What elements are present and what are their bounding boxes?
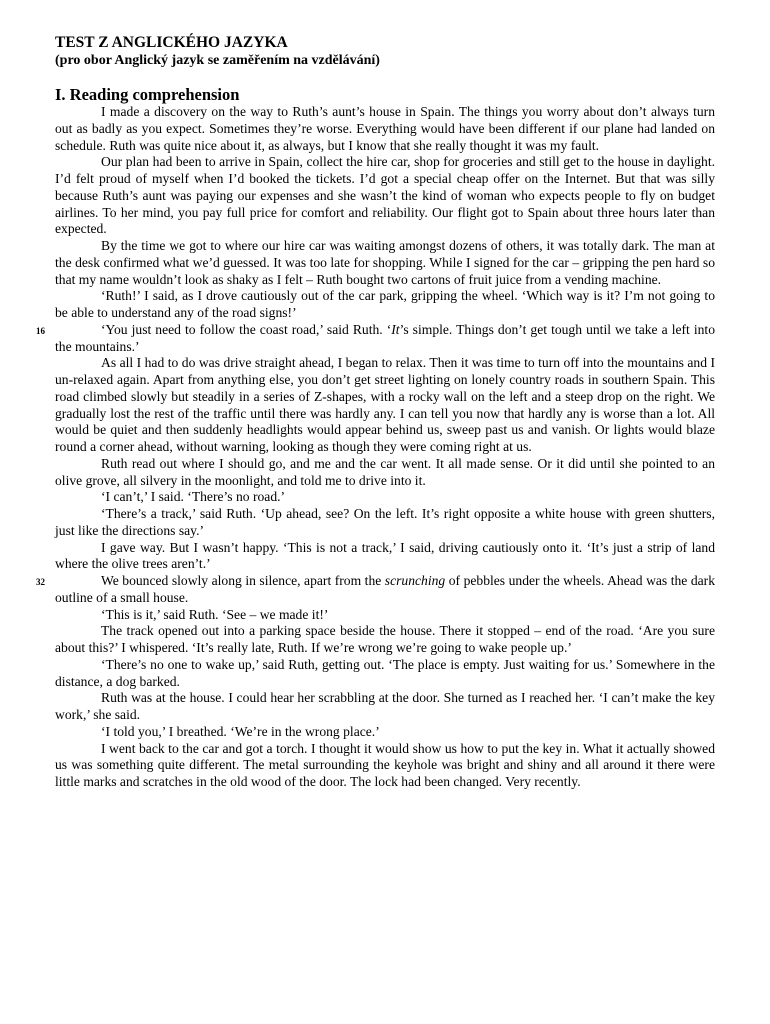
paragraph: I made a discovery on the way to Ruth’s aunt’s house in Spain. The things you worry about don’t always turn out as badly as you expect. Sometimes they’re worse. Everything would have been different if our plane had landed on schedule. Ruth was quite nice about it, as always, but I know that she really thought it was my fault. bbox=[55, 104, 715, 153]
test-title: TEST Z ANGLICKÉHO JAZYKA bbox=[55, 34, 288, 51]
section-heading: I. Reading comprehension bbox=[55, 85, 240, 104]
paragraph: By the time we got to where our hire car was waiting amongst dozens of others, it was totally dark. The man at the desk confirmed what we’d guessed. It was too late for shopping. While I signed for the car – gripping the pen hard so that my name wouldn’t look as shaky as I felt – Ruth bought two cartons of fruit juice from a vending machine. bbox=[55, 238, 715, 287]
paragraph: ‘I told you,’ I breathed. ‘We’re in the wrong place.’ bbox=[101, 723, 380, 739]
paragraph: As all I had to do was drive straight ahead, I began to relax. Then it was time to turn off into the mountains and I un-relaxed again. Apart from anything else, you don’t get street lighting on lonely country roads in southern Spain. This road climbed slowly but steadily in a series of Z-shapes, with a rocky wall on the left and a steep drop on the right. We gradually lost the rest of the traffic until there was hardly any. I can tell you now that hardly any is worse than a lot. All would be quiet and then suddenly headlights would appear behind us, sweep past us and vanish. Or lights would blaze round a corner ahead, without warning, looking as though they were coming right at us. bbox=[55, 355, 715, 454]
paragraph bbox=[55, 322, 715, 356]
paragraph: I went back to the car and got a torch. I thought it would show us how to put the key in. What it actually showed us was something quite different. The metal surrounding the keyhole was bright and shiny and all around it there were little marks and scratches in the old wood of the door. The lock had been changed. Very recently. bbox=[55, 740, 715, 789]
paragraph-wrapper bbox=[36, 321, 715, 356]
emphasis: scrunching bbox=[384, 573, 446, 588]
paragraph: I gave way. But I wasn’t happy. ‘This is not a track,’ I said, driving cautiously onto it. ‘It’s just a strip of land where the olive trees aren’t.’ bbox=[55, 539, 715, 572]
paragraph: Our plan had been to arrive in Spain, collect the hire car, shop for groceries and still get to the house in daylight. I’d felt proud of myself when I’d booked the tickets. I’d got a special cheap offer on the Internet. But that was silly because Ruth’s aunt was paying our expenses and she wasn’t the kind of woman who expects people to fly on budget airlines. To her mind, you pay full price for comfort and reliability. Our flight got to Spain about three hours later than expected. bbox=[55, 154, 715, 237]
paragraph: The track opened out into a parking space beside the house. There it stopped – end of the road. ‘Are you sure about this?’ I whispered. ‘It’s really late, Ruth. If we’re wrong we’re going to wake people up.’ bbox=[55, 623, 715, 655]
paragraph: ‘Ruth!’ I said, as I drove cautiously out of the car park, gripping the wheel. ‘Which way is it? I’m not going to be able to understand any of the road signs!’ bbox=[55, 288, 715, 320]
document-page bbox=[36, 33, 715, 791]
text-run: We bounced slowly along in silence, apart from the bbox=[101, 573, 385, 588]
emphasis: It bbox=[391, 321, 400, 337]
text-run: ‘You just need to follow the coast road,’ said Ruth. ‘ bbox=[101, 321, 392, 337]
paragraph: Ruth was at the house. I could hear her scrabbling at the door. She turned as I reached her. ‘I can’t make the key work,’ she said. bbox=[55, 690, 715, 722]
paragraph: ‘There’s a track,’ said Ruth. ‘Up ahead, see? On the left. It’s right opposite a white house with green shutters, just like the directions say.’ bbox=[55, 506, 715, 538]
paragraph: Ruth read out where I should go, and me and the car went. It all made sense. Or it did until she pointed to an olive grove, all silvery in the moonlight, and told me to drive into it. bbox=[55, 455, 715, 488]
paragraph: ‘This is it,’ said Ruth. ‘See – we made it!’ bbox=[101, 606, 329, 622]
paragraph: ‘I can’t,’ I said. ‘There’s no road.’ bbox=[101, 489, 286, 505]
line-number-32: 32 bbox=[36, 577, 45, 587]
test-subtitle: (pro obor Anglický jazyk se zaměřením na vzdělávání) bbox=[55, 53, 380, 68]
paragraph: ‘There’s no one to wake up,’ said Ruth, getting out. ‘The place is empty. Just waiting for us.’ Somewhere in the distance, a dog barked. bbox=[55, 656, 715, 689]
paragraph-wrapper bbox=[36, 573, 715, 607]
paragraph bbox=[55, 573, 715, 607]
text-run: ’s simple. Things don’t get tough until we take a left into the mountains.’ bbox=[55, 321, 715, 354]
reading-text bbox=[36, 104, 715, 791]
text-run: of pebbles under the wheels. Ahead was the dark outline of a small house. bbox=[55, 573, 715, 605]
line-number-16: 16 bbox=[36, 325, 45, 336]
